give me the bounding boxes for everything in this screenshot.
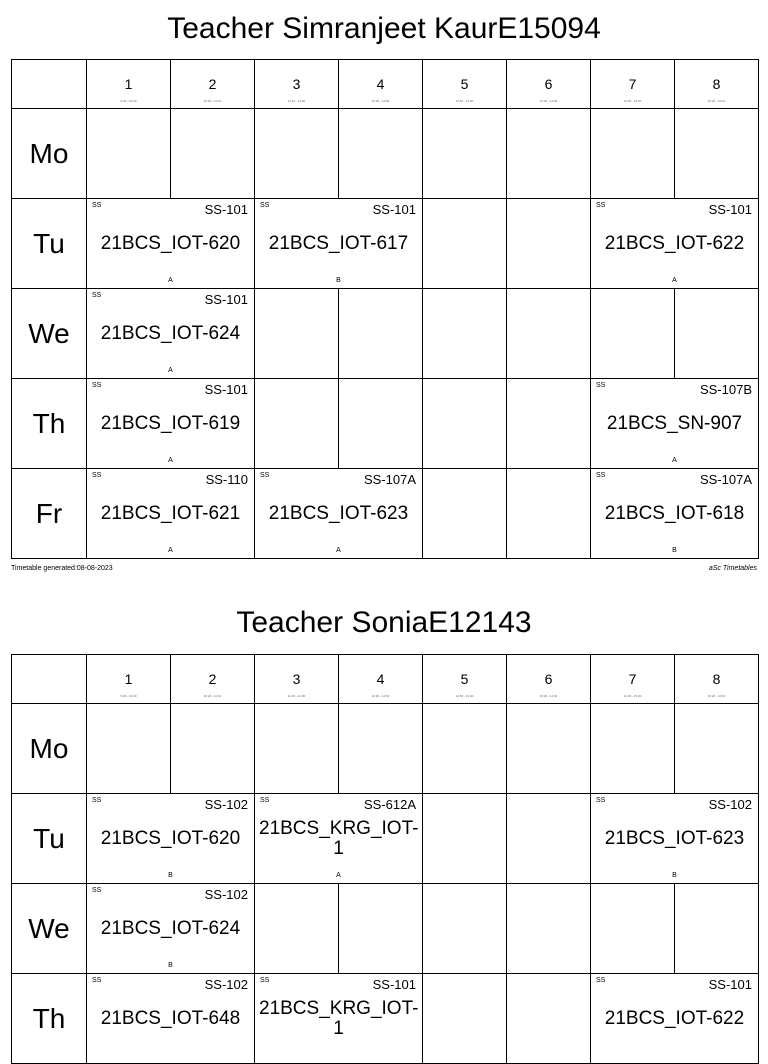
period-header (171, 60, 255, 109)
empty-cell (423, 884, 507, 974)
day-row (12, 469, 759, 559)
period-header (675, 60, 759, 109)
day-label: Mo (12, 704, 87, 794)
lesson-class: 21BCS_IOT-624 (100, 917, 241, 939)
lesson-room: SS-107A (363, 472, 416, 487)
period-number: 6 (544, 76, 553, 92)
empty-cell (507, 199, 591, 289)
period-header (423, 60, 507, 109)
empty-cell (171, 704, 255, 794)
lesson-card (87, 974, 255, 1064)
period-header (87, 60, 171, 109)
lesson-card (255, 974, 423, 1064)
lesson-room: SS-101 (372, 977, 416, 992)
lesson-subject: SS (92, 797, 102, 804)
empty-cell (507, 794, 591, 884)
lesson-class: 21BCS_IOT-622 (604, 232, 745, 254)
period-header (675, 655, 759, 704)
lesson-group: A (336, 872, 341, 879)
period-header (507, 655, 591, 704)
lesson-room: SS-612A (363, 797, 416, 812)
lesson-room: SS-101 (204, 292, 248, 307)
lesson-subject: SS (260, 797, 270, 804)
lesson-card (591, 379, 759, 469)
empty-cell (339, 379, 423, 469)
empty-cell (255, 289, 339, 379)
empty-cell (591, 289, 675, 379)
period-number: 3 (292, 671, 301, 687)
period-number: 7 (628, 671, 637, 687)
period-time: 9:30 - 10:20 (120, 694, 137, 698)
timetable-grid (11, 59, 759, 559)
period-time: 12:00 - 12:50 (371, 694, 390, 698)
day-label: Tu (12, 794, 87, 884)
lesson-subject: SS (92, 887, 102, 894)
period-header-row (12, 60, 759, 109)
empty-cell (507, 109, 591, 199)
period-header (87, 655, 171, 704)
empty-cell (675, 289, 759, 379)
lesson-class: 21BCS_IOT-617 (268, 232, 409, 254)
lesson-room: SS-110 (205, 472, 248, 487)
lesson-room: SS-107B (699, 382, 752, 397)
lesson-class: 21BCS_IOT-620 (100, 232, 241, 254)
period-number: 4 (376, 671, 385, 687)
period-number: 7 (628, 76, 637, 92)
lesson-class: 21BCS_IOT-620 (100, 827, 241, 849)
lesson-card (87, 884, 255, 974)
period-number: 1 (124, 76, 133, 92)
lesson-subject: SS (260, 202, 270, 209)
timetable-title: Teacher Simranjeet KaurE15094 (167, 12, 601, 45)
period-header (591, 60, 675, 109)
period-header (171, 655, 255, 704)
lesson-subject: SS (596, 977, 606, 984)
lesson-room: SS-102 (204, 887, 248, 902)
empty-cell (591, 704, 675, 794)
empty-cell (423, 974, 507, 1064)
period-time: 15:20 - 16:10 (707, 694, 726, 698)
lesson-card (87, 794, 255, 884)
lesson-subject: SS (260, 977, 270, 984)
lesson-group: A (168, 457, 173, 464)
empty-cell (255, 109, 339, 199)
lesson-group: A (168, 277, 173, 284)
empty-cell (87, 109, 171, 199)
empty-cell (171, 109, 255, 199)
empty-cell (507, 379, 591, 469)
lesson-group: B (168, 962, 173, 969)
lesson-group: A (672, 457, 677, 464)
period-time: 12:50 - 13:40 (455, 99, 474, 103)
day-row (12, 974, 759, 1064)
period-time: 11:10 - 12:00 (287, 99, 306, 103)
period-header (423, 655, 507, 704)
lesson-group: B (336, 277, 341, 284)
empty-cell (339, 289, 423, 379)
lesson-group: B (672, 872, 677, 879)
period-time: 10:20 - 11:10 (203, 99, 222, 103)
empty-cell (255, 884, 339, 974)
empty-cell (507, 884, 591, 974)
lesson-subject: SS (92, 202, 102, 209)
empty-cell (507, 289, 591, 379)
day-label: Tu (12, 199, 87, 289)
period-header (591, 655, 675, 704)
empty-cell (675, 884, 759, 974)
lesson-group: A (672, 277, 677, 284)
lesson-room: SS-101 (204, 382, 248, 397)
lesson-room: SS-101 (372, 202, 416, 217)
empty-cell (87, 704, 171, 794)
lesson-subject: SS (92, 977, 102, 984)
lesson-card (87, 469, 255, 559)
lesson-subject: SS (92, 292, 102, 299)
period-time: 9:30 - 10:20 (120, 99, 137, 103)
day-label: Th (12, 974, 87, 1064)
software-credit: aSc Timetables (708, 565, 757, 572)
period-number: 4 (376, 76, 385, 92)
lesson-card (255, 469, 423, 559)
period-number: 6 (544, 671, 553, 687)
period-time: 12:00 - 12:50 (371, 99, 390, 103)
lesson-room: SS-102 (708, 797, 752, 812)
timetable-grid (11, 654, 759, 1064)
lesson-class: 21BCS_IOT-618 (604, 502, 745, 524)
lesson-class: 21BCS_KRG_IOT-1 (259, 997, 419, 1039)
period-time: 11:10 - 12:00 (287, 694, 306, 698)
lesson-room: SS-101 (708, 202, 752, 217)
period-number: 3 (292, 76, 301, 92)
lesson-subject: SS (596, 797, 606, 804)
empty-cell (507, 974, 591, 1064)
lesson-card (255, 199, 423, 289)
period-number: 2 (208, 76, 217, 92)
lesson-group: A (168, 367, 173, 374)
lesson-group: B (168, 872, 173, 879)
lesson-class: 21BCS_IOT-622 (604, 1007, 745, 1029)
lesson-room: SS-101 (204, 202, 248, 217)
empty-cell (675, 704, 759, 794)
period-header (339, 655, 423, 704)
day-label: Fr (12, 469, 87, 559)
lesson-subject: SS (260, 472, 270, 479)
lesson-room: SS-102 (204, 977, 248, 992)
lesson-subject: SS (596, 202, 606, 209)
lesson-card (591, 794, 759, 884)
lesson-class: 21BCS_IOT-623 (268, 502, 409, 524)
period-header (507, 60, 591, 109)
lesson-card (591, 469, 759, 559)
lesson-class: 21BCS_SN-907 (606, 412, 743, 434)
lesson-group: A (336, 547, 341, 554)
empty-cell (255, 704, 339, 794)
period-number: 5 (460, 76, 469, 92)
day-label: We (12, 884, 87, 974)
period-time: 12:50 - 13:40 (455, 694, 474, 698)
empty-cell (423, 289, 507, 379)
lesson-subject: SS (596, 382, 606, 389)
empty-cell (423, 794, 507, 884)
empty-cell (339, 704, 423, 794)
empty-cell (339, 884, 423, 974)
period-number: 8 (712, 671, 721, 687)
period-time: 10:20 - 11:10 (203, 694, 222, 698)
empty-cell (423, 379, 507, 469)
empty-cell (423, 199, 507, 289)
day-row (12, 199, 759, 289)
lesson-subject: SS (92, 382, 102, 389)
day-row (12, 794, 759, 884)
lesson-card (591, 974, 759, 1064)
period-header (255, 60, 339, 109)
empty-cell (423, 469, 507, 559)
lesson-card (255, 794, 423, 884)
lesson-subject: SS (596, 472, 606, 479)
empty-cell (675, 109, 759, 199)
lesson-class: 21BCS_IOT-619 (100, 412, 241, 434)
day-label: We (12, 289, 87, 379)
lesson-room: SS-101 (708, 977, 752, 992)
period-time: 15:20 - 16:10 (707, 99, 726, 103)
timetable-title: Teacher SoniaE12143 (236, 606, 532, 639)
day-row (12, 289, 759, 379)
lesson-class: 21BCS_IOT-623 (604, 827, 745, 849)
day-label: Mo (12, 109, 87, 199)
lesson-group: A (168, 547, 173, 554)
empty-cell (591, 884, 675, 974)
lesson-room: SS-102 (204, 797, 248, 812)
lesson-class: 21BCS_IOT-648 (100, 1007, 241, 1029)
lesson-class: 21BCS_IOT-621 (100, 502, 241, 524)
lesson-subject: SS (92, 472, 102, 479)
period-number: 2 (208, 671, 217, 687)
period-time: 14:30 - 15:20 (623, 99, 642, 103)
empty-cell (423, 109, 507, 199)
lesson-group: B (672, 547, 677, 554)
empty-cell (507, 469, 591, 559)
day-label: Th (12, 379, 87, 469)
lesson-card (87, 379, 255, 469)
empty-cell (339, 109, 423, 199)
lesson-room: SS-107A (699, 472, 752, 487)
day-row (12, 379, 759, 469)
lesson-card (87, 199, 255, 289)
period-number: 8 (712, 76, 721, 92)
lesson-class: 21BCS_IOT-624 (100, 322, 241, 344)
empty-cell (591, 109, 675, 199)
empty-cell (255, 379, 339, 469)
lesson-card (87, 289, 255, 379)
period-header-row (12, 655, 759, 704)
period-time: 14:30 - 15:20 (623, 694, 642, 698)
period-time: 13:40 - 14:30 (539, 99, 558, 103)
empty-cell (507, 704, 591, 794)
period-header (339, 60, 423, 109)
generated-date: Timetable generated:08-08-2023 (11, 565, 113, 572)
corner-cell (12, 60, 87, 109)
lesson-class: 21BCS_KRG_IOT-1 (259, 817, 419, 859)
period-header (255, 655, 339, 704)
day-row (12, 704, 759, 794)
period-number: 1 (124, 671, 133, 687)
day-row (12, 109, 759, 199)
day-row (12, 884, 759, 974)
corner-cell (12, 655, 87, 704)
period-time: 13:40 - 14:30 (539, 694, 558, 698)
empty-cell (423, 704, 507, 794)
period-number: 5 (460, 671, 469, 687)
lesson-card (591, 199, 759, 289)
